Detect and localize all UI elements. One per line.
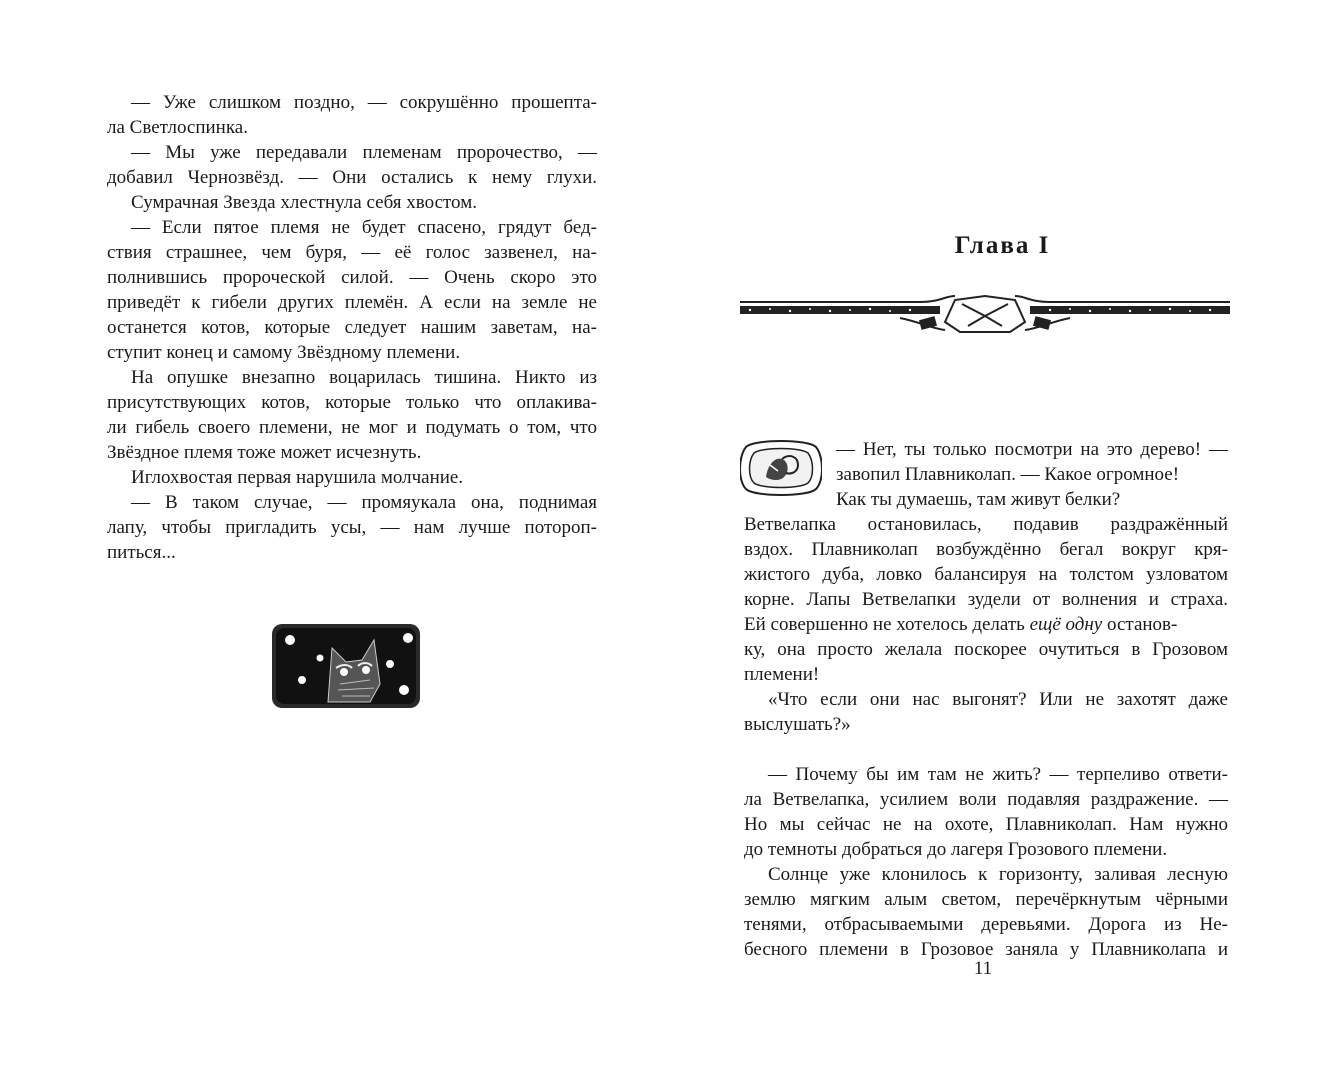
text-line: племени! (744, 664, 820, 685)
text-line: На опушке внезапно воцарилась тишина. Никто из (131, 367, 597, 388)
text-line (107, 90, 597, 115)
page-number: 11 (973, 958, 993, 979)
dropcap-ornament (740, 437, 822, 499)
text-line: ступит конец и самому Звёздному племени. (107, 342, 461, 363)
text-line: лапу, чтобы пригладить усы, — нам лучше потороп- (107, 517, 597, 538)
text-line: ла Ветвелапка, усилием воли подавляя раздражение. — (744, 789, 1228, 810)
text-line: Как ты думаешь, там живут белки? (836, 489, 1121, 510)
text-line: ствия страшнее, чем буря, — её голос зазвенел, на- (107, 242, 597, 263)
text-line: полнившись пророческой силой. — Очень скоро это (107, 267, 597, 288)
text-line: — Мы уже передавали племенам пророчество, — (131, 142, 597, 163)
text-line: ла Светлоспинка. (107, 117, 248, 138)
chapter-title: Глава I (954, 232, 1051, 259)
chapter-ornament-divider (740, 292, 1230, 340)
emphasis-text: ещё одну (1029, 614, 1103, 635)
text-line: Солнце уже клонилось к горизонту, заливая лесную (768, 864, 1228, 885)
text-line: — Если пятое племя не будет спасено, грядут бед- (131, 217, 597, 238)
text-line (744, 612, 1228, 637)
text-span: Ей совершенно не хотелось делать (744, 614, 1030, 635)
text-line: Звёздное племя тоже может исчезнуть. (107, 442, 422, 463)
text-line: корне. Лапы Ветвелапки зудели от волнения и страха. (744, 589, 1228, 610)
text-line: Сумрачная Звезда хлестнула себя хвостом. (131, 192, 477, 213)
text-line: жистого дуба, ловко балансируя на толстом узловатом (744, 564, 1228, 585)
text-line: Ветвелапка остановилась, подавив раздражённый (744, 514, 1228, 535)
cat-stars-vignette-illustration (270, 620, 422, 712)
text-line: приведёт к гибели других племён. А если на земле не (107, 292, 597, 313)
text-line: — В таком случае, — промяукала она, поднимая (131, 492, 597, 513)
text-span: останов- (1102, 614, 1178, 635)
text-line: до темноты добраться до лагеря Грозового племени. (744, 839, 1168, 860)
text-line: бесного племени в Грозовое заняла у Плавниколапа и (744, 939, 1228, 960)
text-line: «Что если они нас выгонят? Или не захотят даже (768, 689, 1228, 710)
text-line: тенями, отбрасываемыми деревьями. Дорога из Не- (744, 914, 1228, 935)
text-span: — Уже слишком поздно, — сокрушённо прошепта- (131, 92, 597, 113)
text-line: выслушать?» (744, 714, 851, 735)
text-line: — Почему бы им там не жить? — терпеливо ответи- (768, 764, 1228, 785)
text-line: вздох. Плавниколап возбуждённо бегал вокруг кря- (744, 539, 1228, 560)
text-line: питься... (107, 542, 176, 563)
text-line: Иглохвостая первая нарушила молчание. (131, 467, 464, 488)
text-line: Но мы сейчас не на охоте, Плавниколап. Нам нужно (744, 814, 1228, 835)
text-line: останется котов, которые следует нашим заветам, на- (107, 317, 597, 338)
text-line: ли гибель своего племени, не мог и подумать о том, что (107, 417, 597, 438)
text-line: землю мягким алым светом, перечёркнутым чёрными (744, 889, 1228, 910)
text-line: — Нет, ты только посмотри на это дерево! — (836, 439, 1228, 460)
right-page (668, 0, 1337, 1080)
text-line: завопил Плавниколап. — Какое огромное! (836, 464, 1180, 485)
text-line: ку, она просто желала поскорее очутиться в Грозовом (744, 639, 1228, 660)
text-line: добавил Чернозвёзд. — Они остались к нему глухи. (107, 167, 597, 188)
left-page (0, 0, 668, 1080)
text-line: присутствующих котов, которые только что оплакива- (107, 392, 597, 413)
